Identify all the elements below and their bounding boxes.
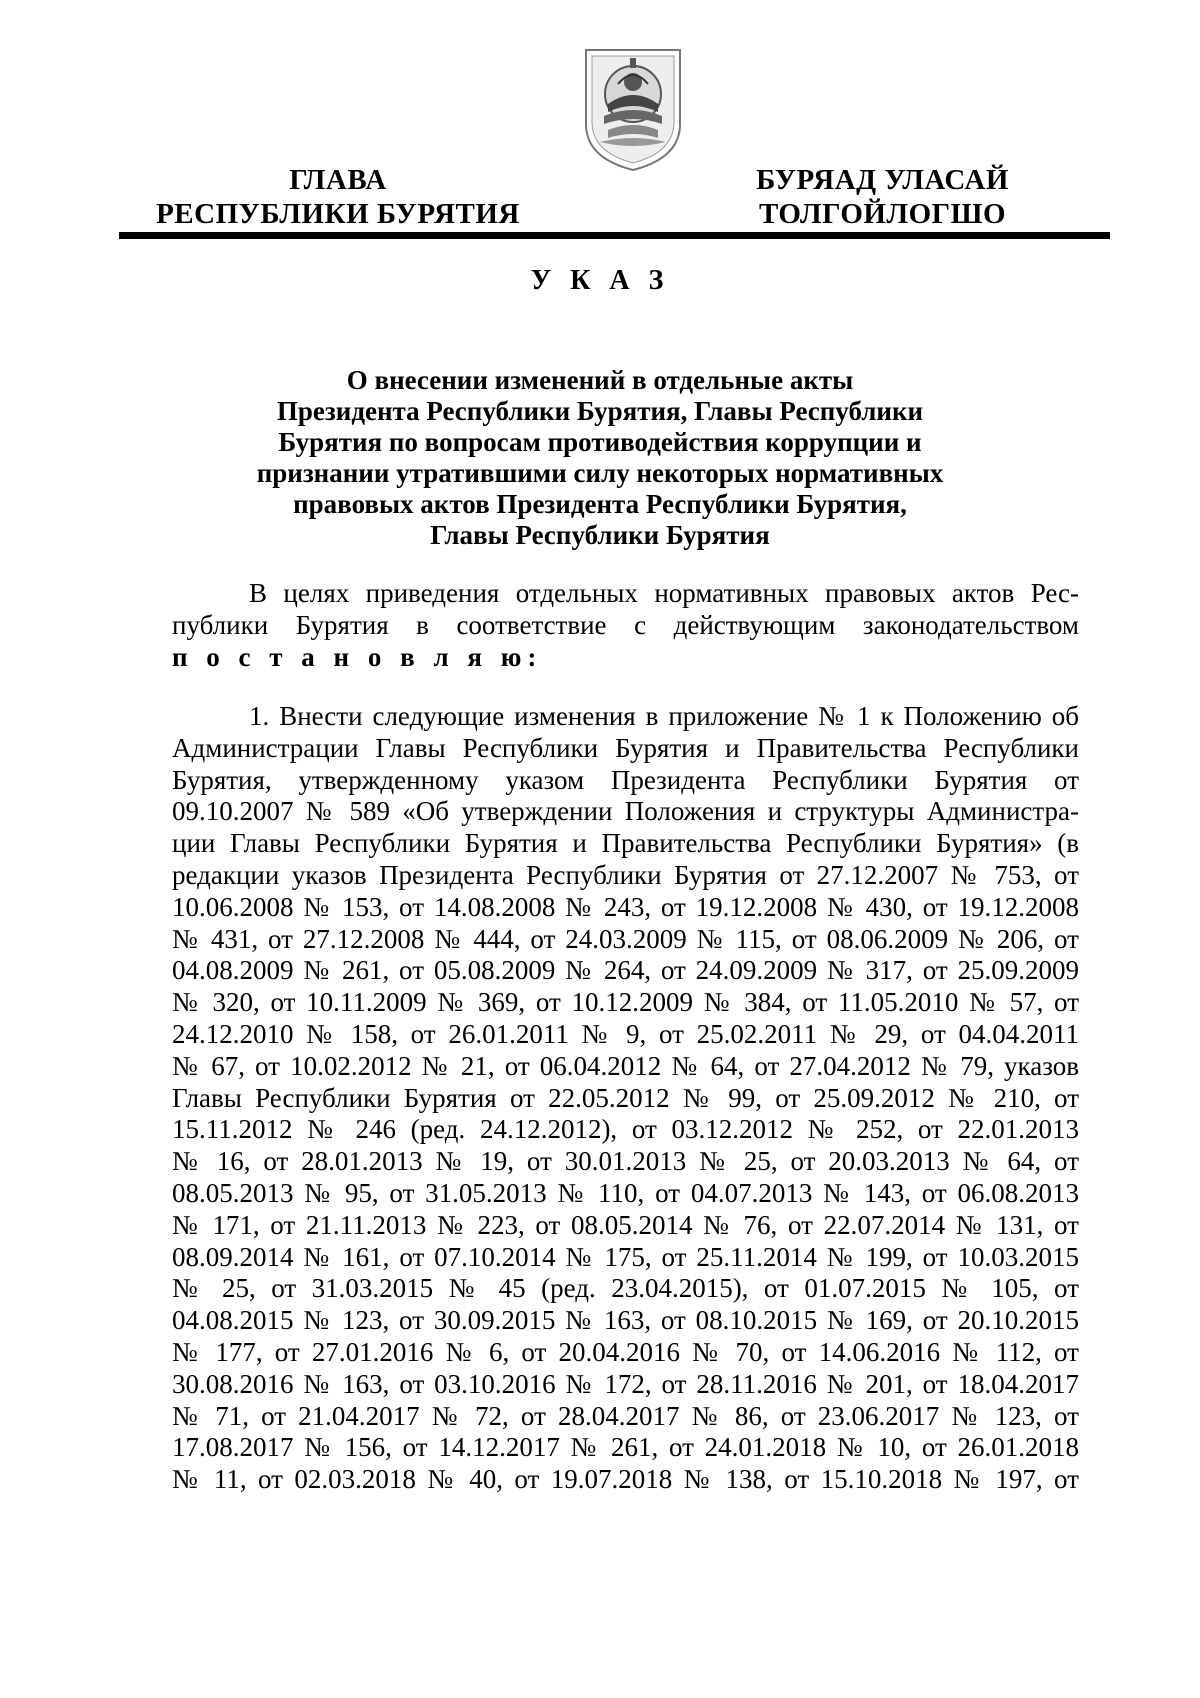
item-1-line: № 71, от 21.04.2017 № 72, от 28.04.2017 № 86, от 23.06.2017 № 123, от	[172, 1400, 1079, 1431]
title-line: Главы Республики Бурятия	[430, 520, 770, 550]
item-1-line: Главы Республики Бурятия от 22.05.2012 № 99, от 25.09.2012 № 210, от	[172, 1082, 1079, 1113]
issuer-title-line: РЕСПУБЛИКИ БУРЯТИЯ	[156, 198, 520, 230]
title-line: правовых актов Президента Республики Бурятия,	[293, 489, 907, 519]
decree-word: п о с т а н о в л я ю	[172, 641, 528, 672]
item-1-line: № 171, от 21.11.2013 № 223, от 08.05.2014 № 76, от 22.07.2014 № 131, от	[172, 1209, 1079, 1240]
issuer-title-line: ТОЛГОЙЛОГШО	[758, 198, 1007, 230]
title-line: Президента Республики Бурятия, Главы Республики	[276, 396, 924, 426]
item-1-line: № 11, от 02.03.2018 № 40, от 19.07.2018 № 138, от 15.10.2018 № 197, от	[172, 1464, 1079, 1495]
preamble-line: В целях приведения отдельных нормативных правовых актов Рес-	[249, 578, 1079, 608]
republic-of-buryatia-coat-of-arms-icon	[578, 46, 688, 174]
item-1-line: 09.10.2007 № 589 «Об утверждении Положения и структуры Администра-	[172, 796, 1079, 827]
document-title	[170, 365, 1030, 551]
item-1-line: Бурятия, утвержденному указом Президента Республики Бурятия от	[172, 764, 1079, 795]
item-1-line: 30.08.2016 № 163, от 03.10.2016 № 172, от 28.11.2016 № 201, от 18.04.2017	[172, 1368, 1079, 1399]
item-1-line: № 177, от 27.01.2016 № 6, от 20.04.2016 № 70, от 14.06.2016 № 112, от	[172, 1336, 1079, 1367]
issuer-title-line: БУРЯАД УЛАСАЙ	[756, 164, 1009, 196]
item-1-line: № 320, от 10.11.2009 № 369, от 10.12.2009 № 384, от 11.05.2010 № 57, от	[172, 987, 1079, 1018]
decree-colon: :	[527, 641, 537, 672]
item-1-line: № 25, от 31.03.2015 № 45 (ред. 23.04.2015), от 01.07.2015 № 105, от	[172, 1273, 1079, 1304]
item-1-line: № 16, от 28.01.2013 № 19, от 30.01.2013 № 25, от 20.03.2013 № 64, от	[172, 1146, 1079, 1177]
item-1-line: 04.08.2009 № 261, от 05.08.2009 № 264, от 24.09.2009 № 317, от 25.09.2009	[172, 955, 1079, 986]
item-1-line: № 67, от 10.02.2012 № 21, от 06.04.2012 № 64, от 27.04.2012 № 79, указов	[172, 1050, 1079, 1081]
title-line: признании утратившими силу некоторых нормативных	[256, 458, 944, 488]
item-1-line: редакции указов Президента Республики Бурятия от 27.12.2007 № 753, от	[172, 859, 1079, 890]
preamble-paragraph	[172, 578, 1079, 673]
title-line: Бурятия по вопросам противодействия коррупции и	[278, 427, 922, 457]
item-1-line: 15.11.2012 № 246 (ред. 24.12.2012), от 03.12.2012 № 252, от 22.01.2013	[172, 1114, 1079, 1145]
header-divider	[119, 232, 1110, 239]
issuer-title-russian	[138, 163, 538, 231]
item-1-line: 1. Внести следующие изменения в приложение № 1 к Положению об	[249, 701, 1079, 731]
item-1-line: 08.09.2014 № 161, от 07.10.2014 № 175, от 25.11.2014 № 199, от 10.03.2015	[172, 1241, 1079, 1272]
title-line: О внесении изменений в отдельные акты	[346, 365, 854, 395]
item-1-line: 10.06.2008 № 153, от 14.08.2008 № 243, от 19.12.2008 № 430, от 19.12.2008	[172, 891, 1079, 922]
item-1-line: Администрации Главы Республики Бурятия и Правительства Республики	[172, 732, 1079, 763]
item-1-line: 24.12.2010 № 158, от 26.01.2011 № 9, от 25.02.2011 № 29, от 04.04.2011	[172, 1018, 1079, 1049]
document-type: У К А З	[530, 265, 670, 296]
item-1-line: ции Главы Республики Бурятия и Правительства Республики Бурятия» (в	[172, 828, 1079, 859]
item-1-line: 08.05.2013 № 95, от 31.05.2013 № 110, от 04.07.2013 № 143, от 06.08.2013	[172, 1177, 1079, 1208]
item-1-line: № 431, от 27.12.2008 № 444, от 24.03.2009 № 115, от 08.06.2009 № 206, от	[172, 923, 1079, 954]
item-1-line: 04.08.2015 № 123, от 30.09.2015 № 163, от 08.10.2015 № 169, от 20.10.2015	[172, 1305, 1079, 1336]
item-1-line: 17.08.2017 № 156, от 14.12.2017 № 261, от 24.01.2018 № 10, от 26.01.2018	[172, 1432, 1079, 1463]
item-1-paragraph	[172, 701, 1079, 1496]
preamble-line: публики Бурятия в соответствие с действующим законодательством	[172, 609, 1079, 640]
issuer-title-line: ГЛАВА	[289, 164, 387, 196]
decree-line	[172, 642, 1079, 674]
issuer-title-buryat	[715, 163, 1050, 231]
